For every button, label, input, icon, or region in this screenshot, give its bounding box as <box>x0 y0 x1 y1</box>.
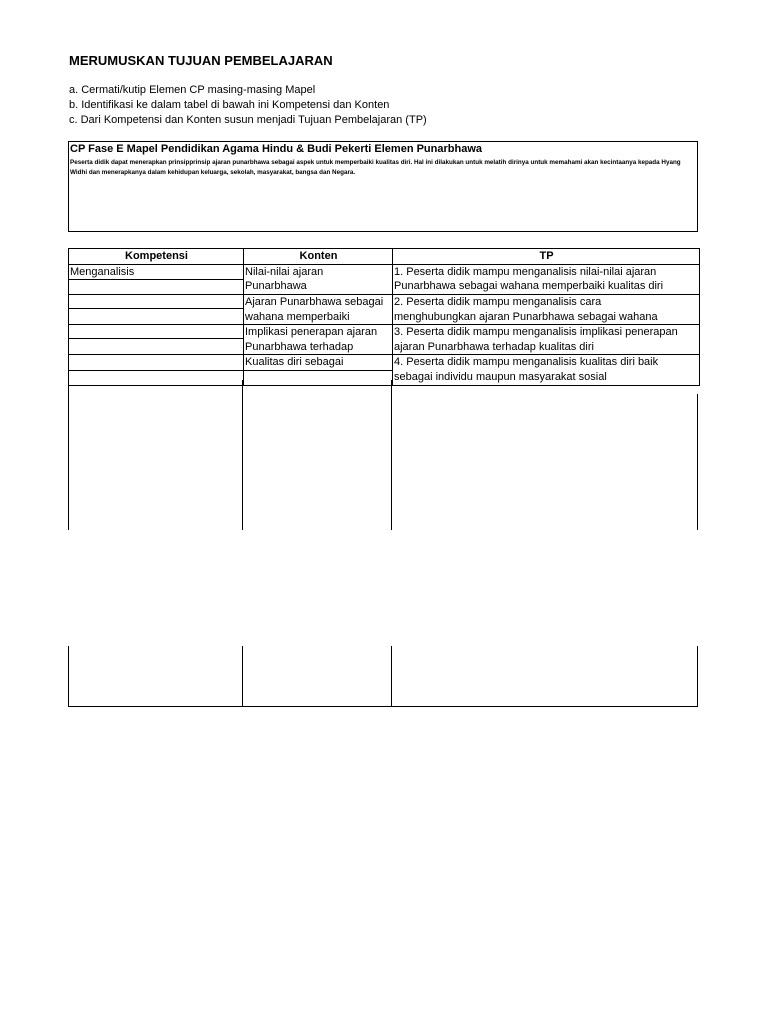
kompetensi-cell <box>69 295 244 309</box>
tp-line: 3. Peserta didik mampu menganalisis implikasi penerapan <box>394 326 678 338</box>
table-continuation-line <box>697 646 698 707</box>
tp-cell <box>393 295 700 325</box>
konten-cell <box>244 295 393 325</box>
konten-line: Implikasi penerapan ajaran <box>245 326 378 338</box>
instruction-b: b. Identifikasi ke dalam tabel di bawah ini Kompetensi dan Konten <box>69 99 390 111</box>
cp-box <box>68 141 698 232</box>
table-continuation-line <box>242 646 243 707</box>
konten-cell-empty <box>244 370 393 385</box>
tp-line: 2. Peserta didik mampu menganalisis cara <box>394 296 602 308</box>
tp-line: ajaran Punarbhawa terhadap kualitas diri <box>394 340 594 353</box>
tp-line: 1. Peserta didik mampu menganalisis nilai-nilai ajaran <box>394 265 657 278</box>
table-continuation-line <box>68 380 69 530</box>
konten-cell <box>244 264 393 295</box>
kompetensi-cell <box>69 325 244 339</box>
instruction-a: a. Cermati/kutip Elemen CP masing-masing Mapel <box>69 84 316 96</box>
header-tp: TP <box>393 249 700 265</box>
konten-cell: Kualitas diri sebagai <box>244 355 393 371</box>
table-row <box>69 325 700 339</box>
table-continuation-line <box>391 646 392 707</box>
table-header-row <box>69 249 700 265</box>
kompetensi-cell-empty <box>69 370 244 385</box>
tp-line: 4. Peserta didik mampu menganalisis kualitas diri baik <box>394 356 659 368</box>
table-continuation-line <box>697 394 698 530</box>
table-bottom-border <box>68 706 698 707</box>
konten-cell <box>244 325 393 355</box>
page-title: MERUMUSKAN TUJUAN PEMBELAJARAN <box>69 53 333 68</box>
kompetensi-cell <box>69 355 244 371</box>
tp-line: Punarbhawa sebagai wahana memperbaiki kualitas diri <box>394 280 664 292</box>
konten-line: Punarbhawa terhadap <box>245 340 354 353</box>
konten-line: Ajaran Punarbhawa sebagai <box>245 296 384 308</box>
konten-line: wahana memperbaiki <box>245 310 350 323</box>
konten-line: Punarbhawa <box>245 280 307 292</box>
instruction-c: c. Dari Kompetensi dan Konten susun menjadi Tujuan Pembelajaran (TP) <box>69 114 427 126</box>
kompetensi-cell: Menganalisis <box>69 264 244 280</box>
table-row <box>69 355 700 371</box>
cp-description: Peserta didik dapat menerapkan prinsipprinsip ajaran punarbhawa sebagai aspek untuk memperbaiki kualitas diri. Hal ini dilakukan untuk melatih dirinya untuk memahami akan kecintaanya kepada Hyang Widhi dan menerapkanya dalam kehidupan keluarga, sekolah, masyarakat, bangsa dan Negara. <box>70 159 681 176</box>
table-continuation-line <box>68 646 69 707</box>
table-row <box>69 264 700 280</box>
kompetensi-cell-empty <box>69 339 244 355</box>
tp-line: sebagai individu maupun masyarakat sosial <box>394 370 607 383</box>
tp-table <box>68 248 700 386</box>
tp-line: menghubungkan ajaran Punarbhawa sebagai wahana <box>394 310 658 323</box>
cp-title: CP Fase E Mapel Pendidikan Agama Hindu & Budi Pekerti Elemen Punarbhawa <box>70 143 482 155</box>
kompetensi-cell-empty <box>69 309 244 325</box>
header-konten: Konten <box>244 249 393 265</box>
tp-cell <box>393 264 700 295</box>
table-continuation-line <box>391 380 392 530</box>
header-kompetensi: Kompetensi <box>69 249 244 265</box>
kompetensi-cell-empty <box>69 280 244 295</box>
tp-cell <box>393 355 700 386</box>
table-row <box>69 295 700 309</box>
tp-cell <box>393 325 700 355</box>
konten-line: Nilai-nilai ajaran <box>245 265 324 278</box>
table-continuation-line <box>242 380 243 530</box>
